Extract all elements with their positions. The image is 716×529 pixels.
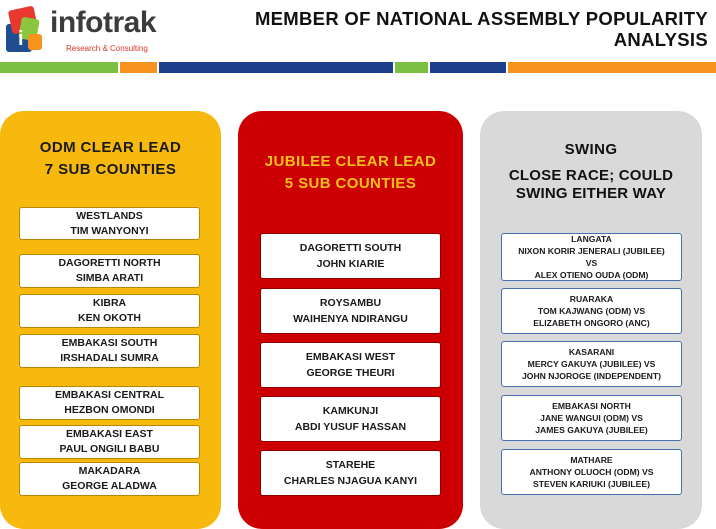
card-candidate: SIMBA ARATI (75, 272, 144, 284)
odm-heading-line-1: ODM CLEAR LEAD (39, 139, 182, 156)
card-candidate: CHARLES NJAGUA KANYI (283, 475, 418, 487)
card-area: STAREHE (325, 459, 376, 471)
odm-heading-line-2: 7 SUB COUNTIES (44, 161, 177, 178)
card-candidate: NIXON KORIR JENERALI (JUBILEE) (518, 246, 665, 256)
card-area: KIBRA (92, 297, 127, 309)
infotrak-logo (4, 4, 157, 56)
card-area: RUARAKA (569, 294, 614, 304)
card-candidate: IRSHADALI SUMRA (60, 352, 159, 364)
card-candidate: MERCY GAKUYA (JUBILEE) VS (527, 359, 656, 369)
swing-card-ruaraka (501, 288, 682, 334)
card-candidate: JANE WANGUI (ODM) VS (540, 413, 643, 423)
swing-subheading-line-1: CLOSE RACE; COULD (508, 167, 674, 184)
odm-card-embakasi-south (19, 334, 200, 368)
card-candidate: ELIZABETH ONGORO (ANC) (533, 318, 650, 328)
odm-card-embakasi-central (19, 386, 200, 420)
swing-card-kasarani (501, 341, 682, 387)
swing-card-embakasi-north (501, 395, 682, 441)
stripe-segment (0, 62, 118, 73)
card-candidate: HEZBON OMONDI (64, 404, 155, 416)
jubilee-panel-heading (238, 151, 463, 195)
swing-card-mathare (501, 449, 682, 495)
odm-panel-heading (0, 137, 221, 181)
card-area: DAGORETTI SOUTH (299, 242, 402, 254)
swing-subheading-line-2: SWING EITHER WAY (515, 185, 667, 202)
card-candidate: JOHN KIARIE (316, 258, 385, 270)
jubilee-card-embakasi-west (260, 342, 441, 388)
card-candidate: GEORGE THEURI (306, 367, 395, 379)
card-area: MAKADARA (78, 465, 141, 477)
card-area: EMBAKASI NORTH (552, 401, 631, 411)
swing-subheading (480, 167, 702, 203)
card-candidate: TIM WANYONYI (70, 224, 149, 237)
odm-card-kibra (19, 294, 200, 328)
jubilee-card-kamkunji (260, 396, 441, 442)
jubilee-heading-line-1: JUBILEE CLEAR LEAD (264, 153, 437, 170)
odm-clear-lead-panel (0, 111, 221, 529)
odm-card-embakasi-east (19, 425, 200, 459)
card-area: EMBAKASI WEST (305, 351, 396, 363)
card-candidate: STEVEN KARIUKI (JUBILEE) (533, 479, 650, 489)
card-candidate: WAIHENYA NDIRANGU (293, 313, 408, 325)
card-candidate: GEORGE ALADWA (62, 480, 157, 492)
stripe-segment (430, 62, 506, 73)
color-stripe (0, 62, 716, 73)
card-area: EMBAKASI CENTRAL (54, 389, 165, 401)
card-area: EMBAKASI EAST (66, 428, 153, 440)
swing-panel (480, 111, 702, 529)
card-area: ROYSAMBU (319, 297, 382, 309)
card-area: LANGATA (571, 234, 612, 244)
card-area: KASARANI (568, 347, 615, 357)
card-area: KAMKUNJI (322, 405, 379, 417)
page-title-line-2: ANALYSIS (613, 29, 708, 50)
jubilee-card-dagoretti-south (260, 233, 441, 279)
jubilee-heading-line-2: 5 SUB COUNTIES (284, 175, 417, 192)
logo-tagline: Research & Consulting (66, 44, 148, 53)
card-area: DAGORETTI NORTH (58, 257, 161, 269)
card-candidate: PAUL ONGILI BABU (59, 443, 160, 455)
card-candidate: KEN OKOTH (78, 312, 141, 324)
card-candidate: ABDI YUSUF HASSAN (294, 421, 407, 433)
card-area: MATHARE (570, 455, 613, 465)
swing-card-langata (501, 233, 682, 281)
stripe-segment (508, 62, 716, 73)
stripe-segment (159, 62, 393, 73)
swing-heading: SWING (564, 141, 618, 158)
odm-card-westlands (19, 207, 200, 240)
card-versus: VS (585, 258, 598, 268)
card-candidate: JAMES GAKUYA (JUBILEE) (535, 425, 648, 435)
card-area: WESTLANDS (76, 209, 143, 222)
odm-card-dagoretti-north (19, 254, 200, 288)
card-candidate: JOHN NJOROGE (INDEPENDENT) (522, 371, 661, 381)
jubilee-card-roysambu (260, 288, 441, 334)
logo-wordmark: infotrak (50, 6, 157, 39)
infotrak-logo-icon (4, 4, 48, 54)
odm-card-makadara (19, 462, 200, 496)
svg-text:i: i (18, 28, 24, 50)
page-title (188, 8, 708, 50)
stripe-segment (395, 62, 428, 73)
card-candidate: ANTHONY OLUOCH (ODM) VS (529, 467, 654, 477)
stripe-segment (120, 62, 157, 73)
jubilee-clear-lead-panel (238, 111, 463, 529)
card-candidate: TOM KAJWANG (ODM) VS (537, 306, 646, 316)
card-candidate: ALEX OTIENO OUDA (ODM) (534, 270, 649, 280)
card-area: EMBAKASI SOUTH (61, 337, 158, 349)
page-title-line-1: MEMBER OF NATIONAL ASSEMBLY POPULARITY (254, 8, 708, 29)
jubilee-card-starehe (260, 450, 441, 496)
